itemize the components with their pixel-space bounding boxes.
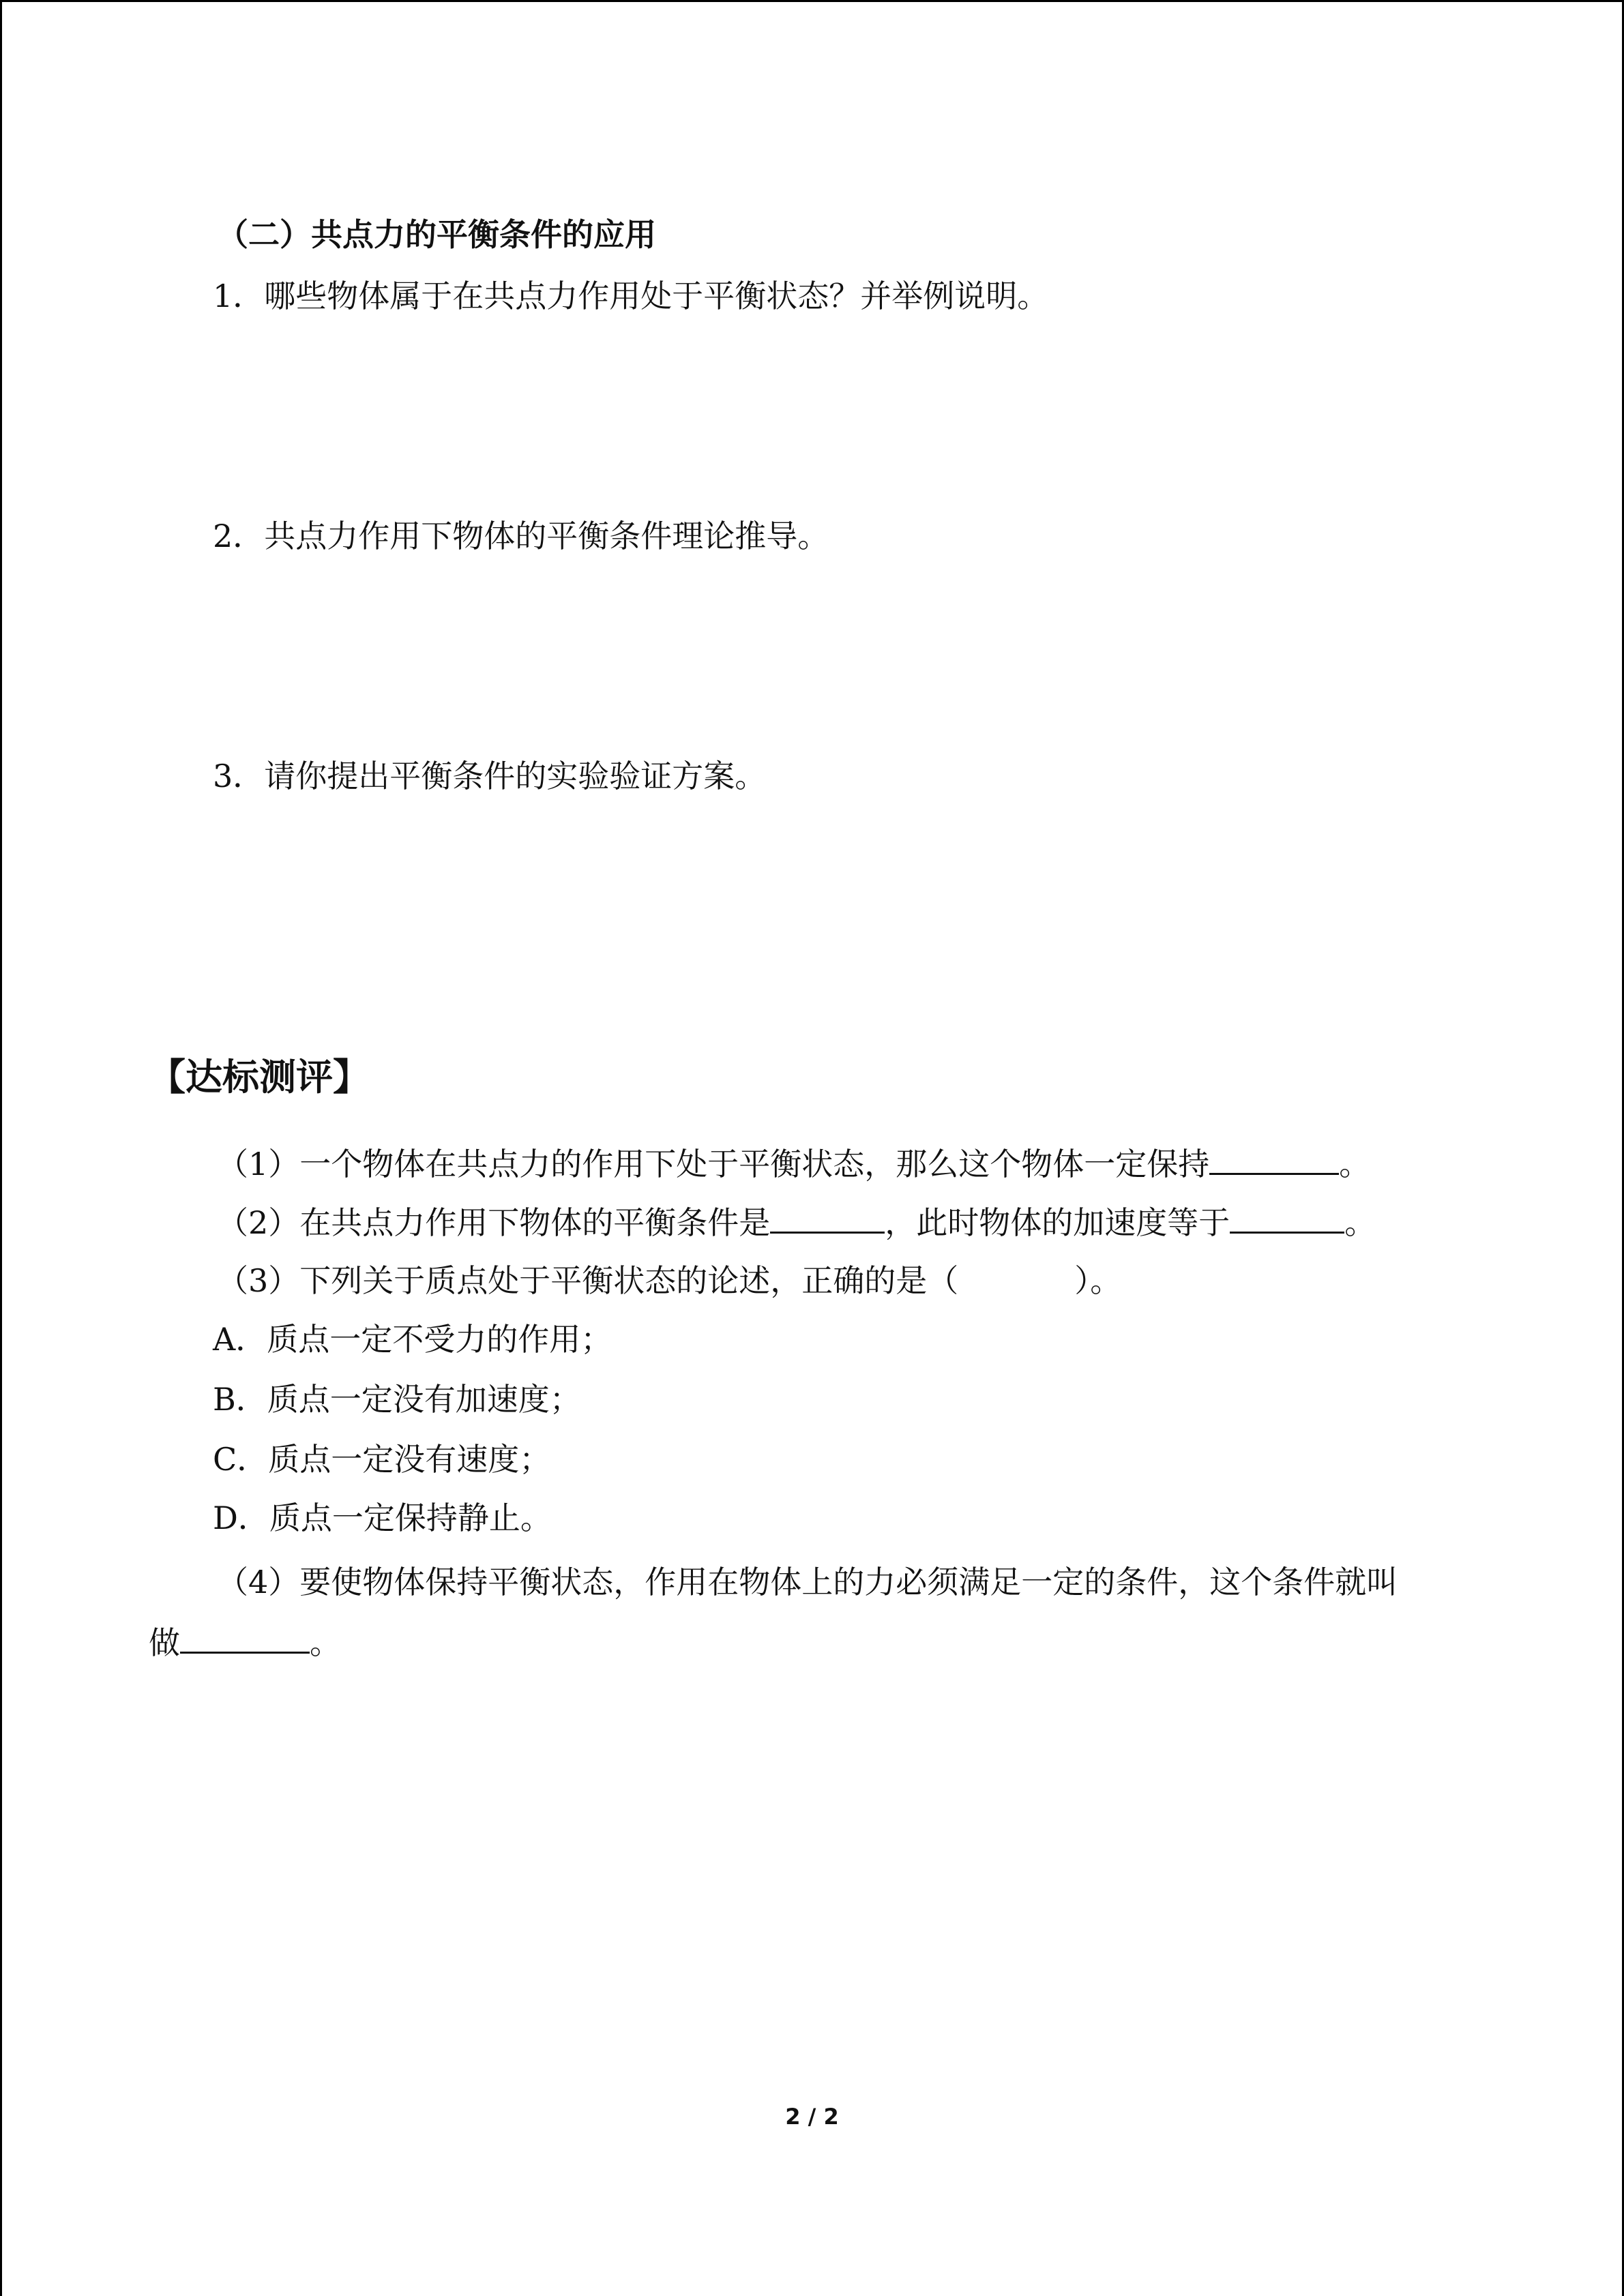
test-item-2 [217, 1202, 1376, 1243]
option-a: A．质点一定不受力的作用； [213, 1321, 612, 1358]
section-heading: （二）共点力的平衡条件的应用 [217, 216, 656, 253]
test-item-1-end: 。 [1339, 1146, 1371, 1182]
answer-blank-4[interactable] [180, 1622, 310, 1654]
test-heading: 【达标测评】 [149, 1056, 370, 1099]
test-item-3 [217, 1260, 1121, 1301]
question-2: 2．共点力作用下物体的平衡条件理论推导。 [213, 518, 829, 554]
answer-blank-1[interactable] [1209, 1143, 1339, 1175]
answer-blank-2b[interactable] [1230, 1202, 1344, 1234]
question-1: 1．哪些物体属于在共点力作用处于平衡状态？并举例说明。 [213, 278, 1049, 314]
test-item-4-line-2 [149, 1622, 341, 1663]
option-d: D．质点一定保持静止。 [213, 1500, 552, 1536]
option-b: B．质点一定没有加速度； [213, 1381, 581, 1418]
option-c: C．质点一定没有速度； [213, 1441, 551, 1478]
answer-blank-2a[interactable] [770, 1202, 885, 1234]
test-item-1-text: （1）一个物体在共点力的作用下处于平衡状态，那么这个物体一定保持 [217, 1146, 1210, 1182]
page-number: 2 / 2 [785, 2104, 839, 2130]
test-item-3-text: （3）下列关于质点处于平衡状态的论述，正确的是（ [217, 1262, 959, 1299]
test-item-1 [217, 1143, 1370, 1184]
test-item-4-line-1: （4）要使物体保持平衡状态，作用在物体上的力必须满足一定的条件，这个条件就叫 [217, 1564, 1398, 1600]
test-item-2-text: （2）在共点力作用下物体的平衡条件是 [217, 1204, 771, 1241]
test-item-2-mid: ，此时物体的加速度等于 [885, 1204, 1230, 1241]
test-item-3-end: ）。 [1074, 1262, 1122, 1299]
test-item-4-text: 做 [149, 1624, 180, 1661]
test-item-2-end: 。 [1344, 1204, 1376, 1241]
question-3: 3．请你提出平衡条件的实验验证方案。 [213, 758, 767, 794]
test-item-4-end: 。 [310, 1624, 341, 1661]
